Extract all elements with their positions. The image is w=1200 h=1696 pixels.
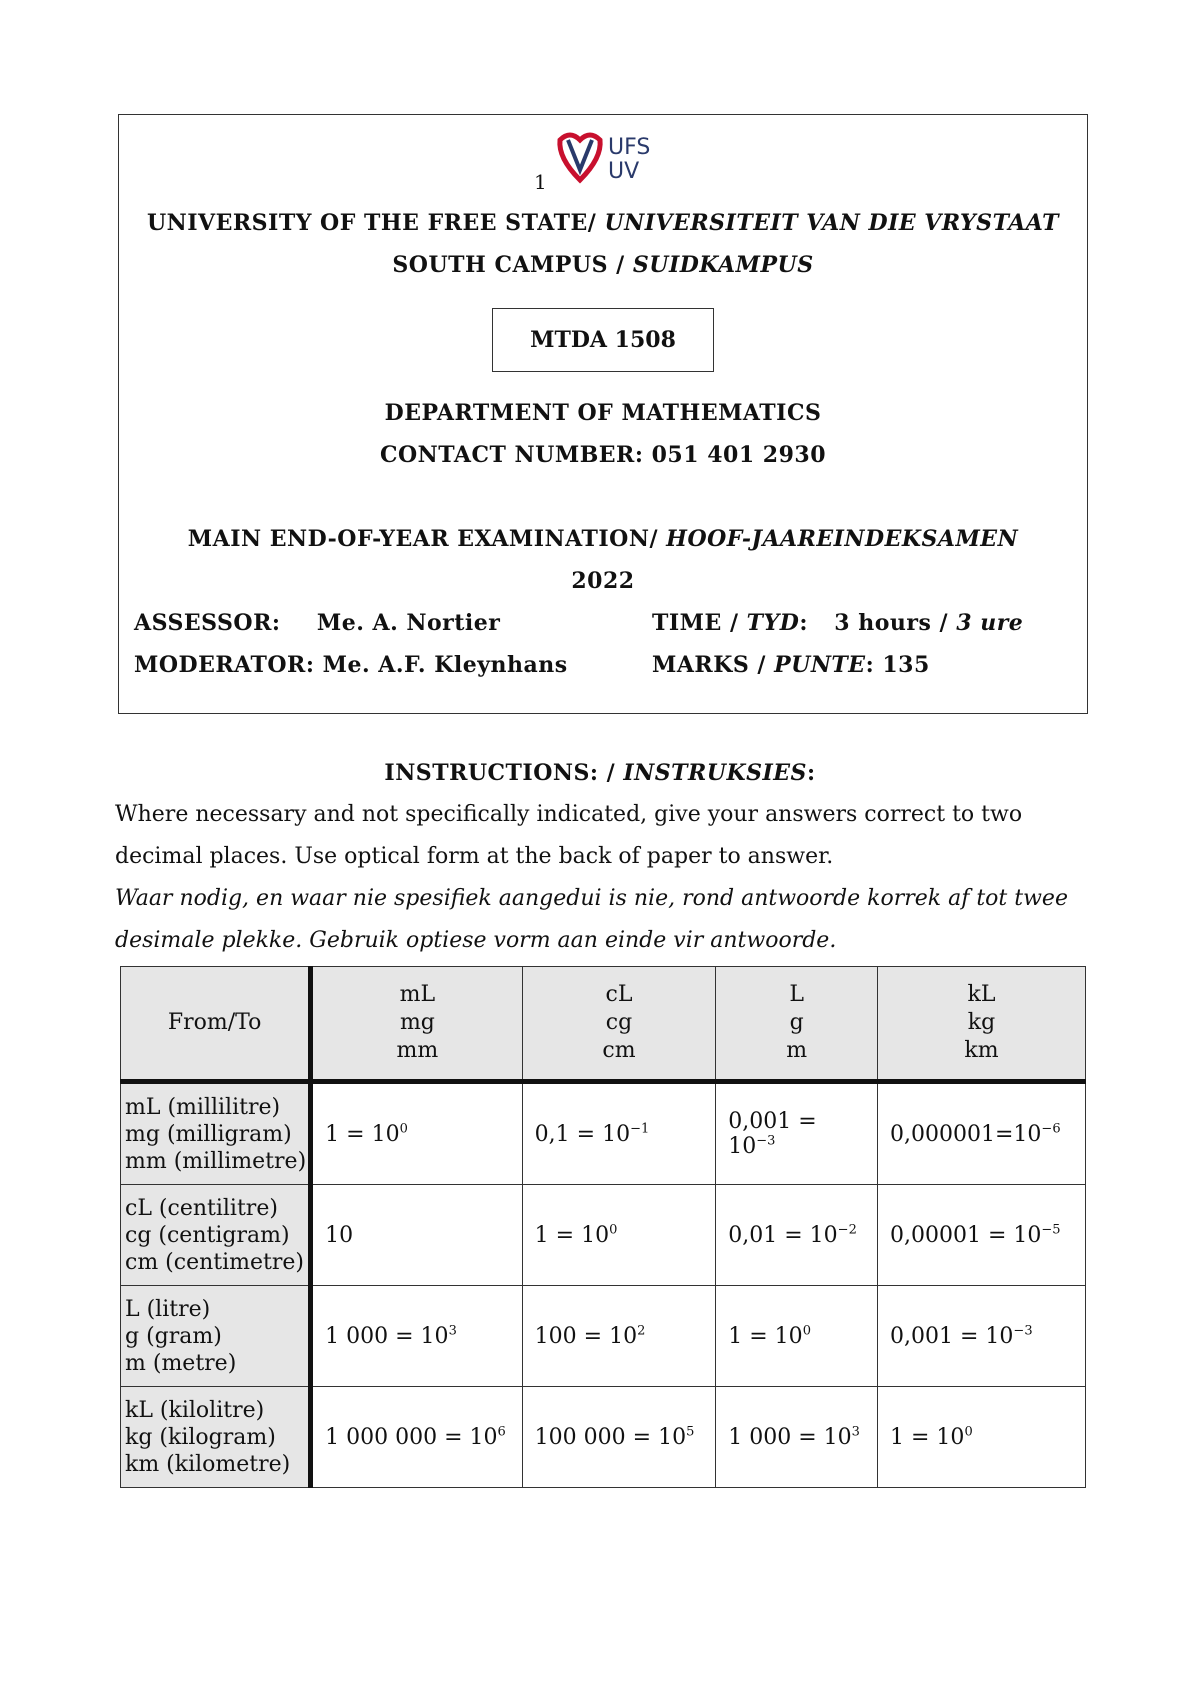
- table-cell: $0,001 = 10^{-3}$: [716, 1082, 878, 1185]
- contact-line: CONTACT NUMBER: 051 401 2930: [379, 442, 827, 468]
- table-cell: $1 = 10^0$: [311, 1082, 523, 1185]
- table-cell: 10: [311, 1185, 523, 1286]
- table-corner-cell: From/To: [121, 967, 311, 1082]
- exam-year: 2022: [571, 568, 635, 594]
- table-row: [121, 1286, 1086, 1387]
- moderator-row: [134, 652, 568, 678]
- campus-en: SOUTH CAMPUS /: [392, 252, 625, 278]
- col-header-centi: cL cg cm: [522, 967, 716, 1082]
- exam-title-af: HOOF-JAAREINDEKSAMEN: [666, 526, 1019, 552]
- instructions-title: INSTRUCTIONS: / INSTRUKSIES:: [384, 760, 816, 786]
- table-cell: 1 $000 = 10^3$: [311, 1286, 523, 1387]
- marks-label-af: PUNTE: [774, 652, 866, 678]
- unit-conversion-table: [120, 966, 1086, 1488]
- campus-line: [118, 252, 1088, 278]
- university-line: [118, 210, 1088, 236]
- table-cell: $1 = 10^0$: [522, 1185, 716, 1286]
- table-cell: $0,1 = 10^{-1}$: [522, 1082, 716, 1185]
- moderator-name: Me. A.F. Kleynhans: [322, 652, 568, 678]
- moderator-label: MODERATOR:: [134, 652, 315, 678]
- assessor-row: [134, 610, 500, 636]
- instructions-en-line-1: Where necessary and not specifically indicated, give your answers correct to two: [115, 802, 1023, 827]
- instructions-title-af: INSTRUKSIES: [623, 760, 807, 786]
- row-header-milli: mL (millilitre) mg (milligram) mm (millimetre): [121, 1082, 311, 1185]
- table-cell: $0,000001=10^{-6}$: [878, 1082, 1086, 1185]
- col-header-base: L g m: [716, 967, 878, 1082]
- table-cell: 100 $000 = 10^5$: [522, 1387, 716, 1488]
- col-header-kilo: kL kg km: [878, 967, 1086, 1082]
- time-label-en: TIME /: [652, 610, 739, 636]
- table-row: [121, 1082, 1086, 1185]
- time-label-af: TYD: [746, 610, 800, 636]
- table-row: [121, 1185, 1086, 1286]
- logo-text-top: UFS: [608, 135, 651, 160]
- table-cell: $100 = 10^2$: [522, 1286, 716, 1387]
- table-row: [121, 1387, 1086, 1488]
- time-row: TIME / TYD: 3 hours / 3 ure: [652, 610, 1024, 636]
- university-en: UNIVERSITY OF THE FREE STATE/: [146, 210, 597, 236]
- col-header-milli: mL mg mm: [311, 967, 523, 1082]
- time-value-af: 3 ure: [956, 610, 1024, 636]
- department-line: DEPARTMENT OF MATHEMATICS: [384, 400, 822, 426]
- table-cell: 1 $000 = 10^3$: [716, 1387, 878, 1488]
- instructions-en: [115, 794, 1095, 878]
- university-af: UNIVERSITEIT VAN DIE VRYSTAAT: [604, 210, 1060, 236]
- campus-af: SUIDKAMPUS: [632, 252, 814, 278]
- table-header-row: [121, 967, 1086, 1082]
- row-header-kilo: kL (kilolitre) kg (kilogram) km (kilometre): [121, 1387, 311, 1488]
- marks-label-en: MARKS /: [652, 652, 766, 678]
- instructions-en-line-2: decimal places. Use optical form at the back of paper to answer.: [115, 844, 834, 869]
- marks-row: MARKS / PUNTE: 135: [652, 652, 930, 678]
- page-number: 1: [534, 170, 547, 194]
- instructions-af-line-2: desimale plekke. Gebruik optiese vorm aan einde vir antwoorde.: [115, 928, 837, 953]
- table-cell: $1 = 10^0$: [878, 1387, 1086, 1488]
- table-cell: $0,00001 = 10^{-5}$: [878, 1185, 1086, 1286]
- table-cell: $0,001 = 10^{-3}$: [878, 1286, 1086, 1387]
- table-cell: $0,01 = 10^{-2}$: [716, 1185, 878, 1286]
- module-code-box: MTDA 1508: [492, 308, 714, 372]
- assessor-label: ASSESSOR:: [134, 610, 281, 636]
- time-value-en: 3 hours /: [834, 610, 949, 636]
- row-header-centi: cL (centilitre) cg (centigram) cm (centimetre): [121, 1185, 311, 1286]
- instructions-af-line-1: Waar nodig, en waar nie spesifiek aangedui is nie, rond antwoorde korrek af tot twee: [115, 886, 1068, 911]
- ufs-logo: [552, 128, 672, 188]
- instructions-af: [115, 878, 1095, 962]
- ufs-heart-emblem-icon: [560, 135, 600, 180]
- assessor-name: Me. A. Nortier: [316, 610, 501, 636]
- logo-text-bottom: UV: [608, 159, 640, 184]
- exam-title-en: MAIN END-OF-YEAR EXAMINATION/: [187, 526, 658, 552]
- table-cell: 1 000 $000 = 10^6$: [311, 1387, 523, 1488]
- row-header-base: L (litre) g (gram) m (metre): [121, 1286, 311, 1387]
- table-cell: $1 = 10^0$: [716, 1286, 878, 1387]
- exam-title-line: [118, 526, 1088, 552]
- marks-value: 135: [882, 652, 930, 678]
- instructions-title-en: INSTRUCTIONS: /: [384, 760, 616, 786]
